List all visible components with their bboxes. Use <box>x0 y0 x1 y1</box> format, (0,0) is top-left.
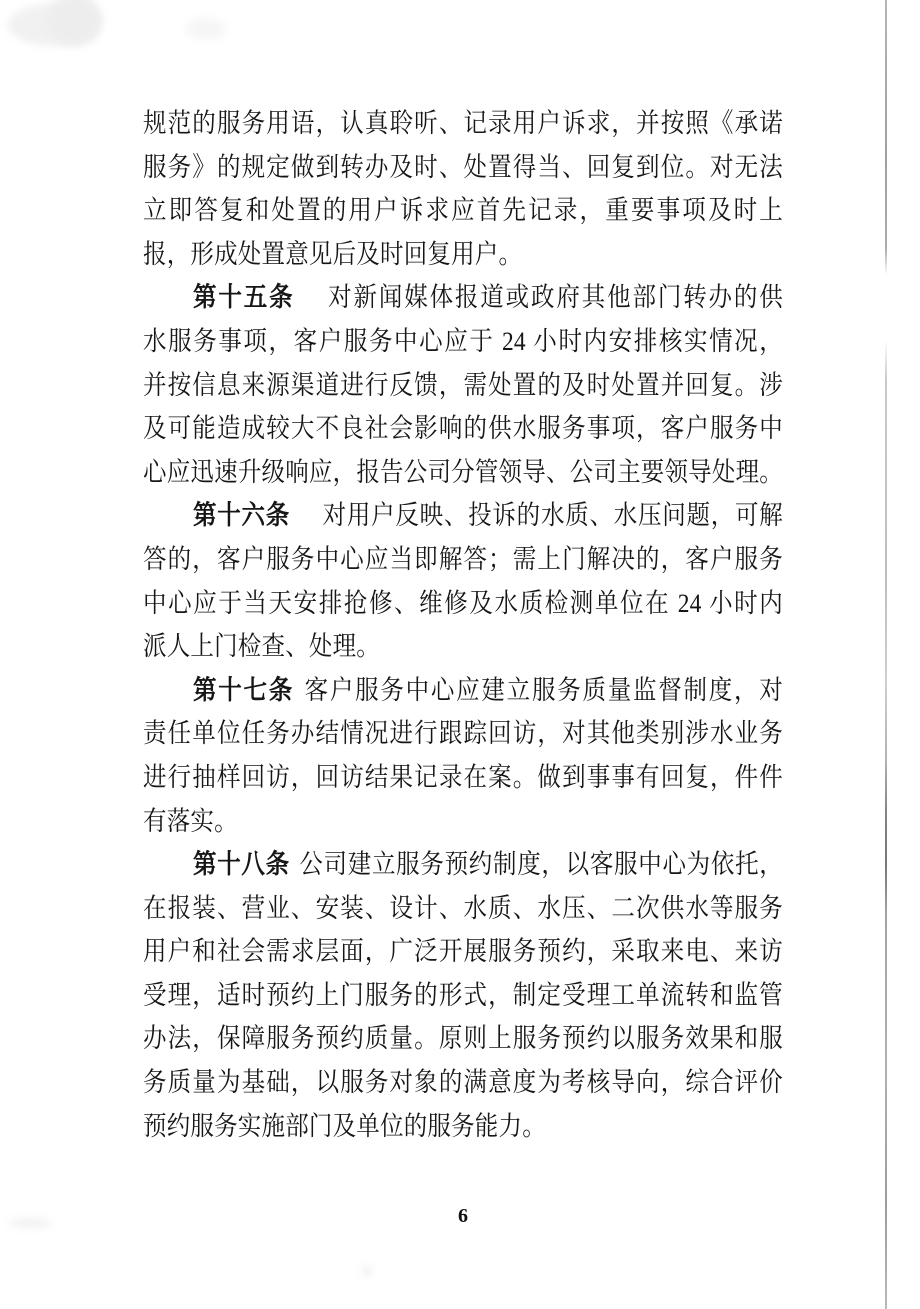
text-line <box>143 928 783 978</box>
page-footer <box>143 1205 783 1228</box>
text-run: 预约服务实施部门及单位的服务能力。 <box>143 1111 546 1142</box>
text-run: 并按信息来源渠道进行反馈，需处置的及时处置并回复。涉 <box>143 370 783 401</box>
text-line <box>143 318 783 368</box>
text-line <box>143 667 783 717</box>
article-heading: 第十五条 <box>193 283 295 314</box>
text-line <box>143 797 783 847</box>
text-line <box>143 144 783 194</box>
text-line <box>143 187 783 237</box>
text-line <box>143 841 783 891</box>
text-run: 受理，适时预约上门服务的形式，制定受理工单流转和监管 <box>143 980 783 1011</box>
text-run: 及可能造成较大不良社会影响的供水服务事项，客户服务中 <box>143 414 783 444</box>
article-heading: 第十八条 <box>193 850 290 880</box>
text-run: 进行抽样回访，回访结果记录在案。做到事事有回复，件件 <box>143 762 783 793</box>
text-line <box>143 710 783 760</box>
text-line <box>143 885 783 935</box>
text-run: 有落实。 <box>143 806 238 837</box>
text-line <box>143 274 783 324</box>
text-line <box>143 405 783 455</box>
text-run: 客户服务中心应建立服务质量监督制度，对 <box>303 675 783 706</box>
text-run: 答的，客户服务中心应当即解答；需上门解决的，客户服务 <box>143 545 783 575</box>
scan-smudge <box>362 1266 372 1276</box>
page-number: 6 <box>458 1205 468 1227</box>
text-run: 规范的服务用语，认真聆听、记录用户诉求，并按照《承诺 <box>143 109 783 139</box>
text-run: 务质量为基础，以服务对象的满意度为考核导向，综合评价 <box>143 1068 783 1098</box>
text-run: 对新闻媒体报道或政府其他部门转办的供 <box>326 283 783 314</box>
text-run: 在报装、营业、安装、设计、水质、水压、二次供水等服务 <box>143 893 783 924</box>
text-run: 水服务事项，客户服务中心应于 24 小时内安排核实情况， <box>143 327 783 357</box>
scan-smudge <box>48 0 102 46</box>
scan-smudge <box>186 18 226 40</box>
text-run: 责任单位任务办结情况进行跟踪回访，对其他类别涉水业务 <box>143 719 783 750</box>
text-line <box>143 754 783 804</box>
text-run: 中心应于当天安排抢修、维修及水质检测单位在 24 小时内 <box>143 588 783 619</box>
text-line <box>143 449 783 499</box>
text-run: 立即答复和处置的用户诉求应首先记录，重要事项及时上 <box>143 196 783 226</box>
text-run: 报，形成处置意见后及时回复用户。 <box>143 239 523 270</box>
scan-smudge <box>8 1218 52 1228</box>
text-run: 办法，保障服务预约质量。原则上服务预约以服务效果和服 <box>143 1024 783 1055</box>
text-line <box>143 536 783 586</box>
text-run: 心应迅速升级响应，报告公司分管领导、公司主要领导处理。 <box>143 457 783 488</box>
document-body <box>143 103 783 1149</box>
text-line <box>143 1103 783 1153</box>
text-line <box>143 1015 783 1065</box>
text-line <box>143 623 783 673</box>
text-line <box>143 492 783 542</box>
text-line <box>143 100 783 150</box>
text-line <box>143 579 783 629</box>
article-heading: 第十六条 <box>193 501 291 532</box>
article-heading: 第十七条 <box>193 675 295 706</box>
scan-artifact-line <box>885 0 887 1309</box>
text-run: 服务》的规定做到转办及时、处置得当、回复到位。对无法 <box>143 152 783 183</box>
text-line <box>143 362 783 412</box>
text-run: 派人上门检查、处理。 <box>143 632 380 662</box>
text-line <box>143 1059 783 1109</box>
text-run: 公司建立服务预约制度，以客服中心为依托， <box>298 850 783 880</box>
text-run: 用户和社会需求层面，广泛开展服务预约，采取来电、来访 <box>143 937 783 967</box>
text-run: 对用户反映、投诉的水质、水压问题，可解 <box>322 501 783 532</box>
